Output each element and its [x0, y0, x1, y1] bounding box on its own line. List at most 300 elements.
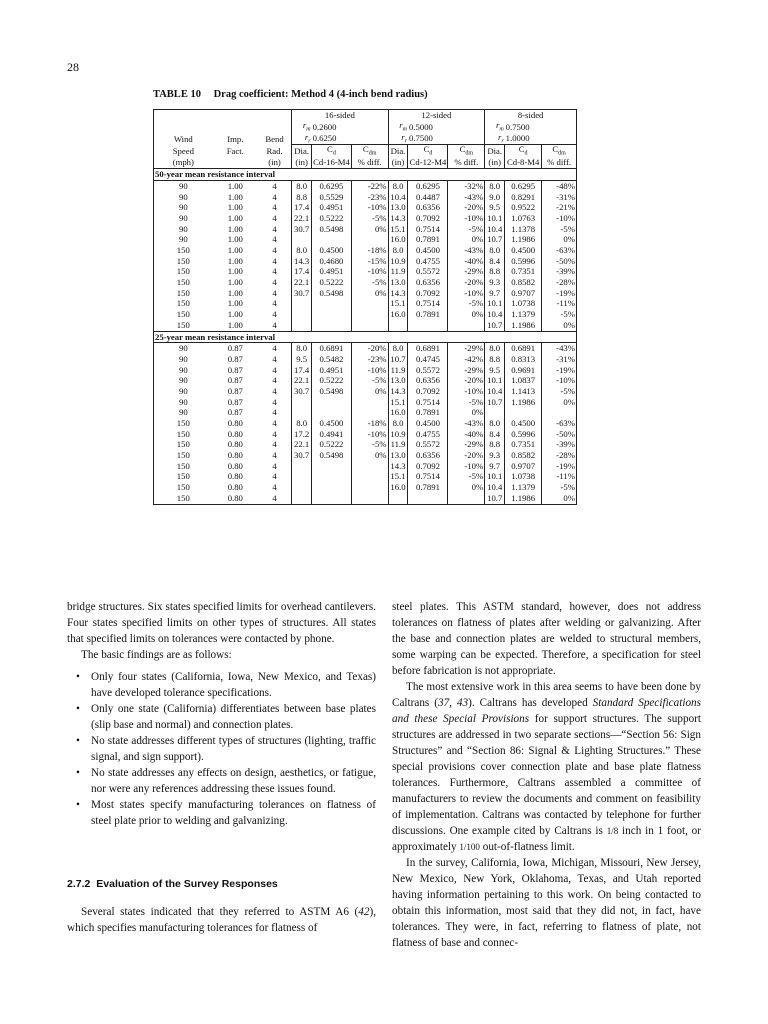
- table-cell: 0.4745: [408, 354, 448, 365]
- table-cell: 13.0: [388, 450, 408, 461]
- section-number: 2.7.2: [67, 878, 91, 890]
- table-cell: 8.8: [292, 192, 312, 203]
- table-cell: 0.4755: [408, 429, 448, 440]
- table-cell: -5%: [448, 298, 485, 309]
- table-cell: 4: [272, 245, 277, 255]
- table-row: [154, 375, 577, 386]
- right-paragraph-1: steel plates. This ASTM standard, however, does not address tolerances on flatness of plates after welding or galvanizing. After the base and connection plates are welded to structural members, some warping can be expected. Therefore, a specification for steel before fabrication is not appropriate.: [392, 601, 701, 677]
- table-cell: [351, 482, 388, 493]
- rr-value-12: 0.7500: [408, 133, 433, 144]
- table-cell: -5%: [448, 471, 485, 482]
- table-cell: 0.5572: [408, 365, 448, 376]
- table-cell: [292, 309, 312, 320]
- table-cell: 8.0: [485, 418, 505, 429]
- table-row: [154, 365, 577, 376]
- fact-header: Fact.: [226, 145, 244, 156]
- table-cell: [351, 309, 388, 320]
- findings-list: [67, 669, 376, 829]
- rm-label-16: $r_m$: [302, 120, 311, 133]
- speed-header: Speed: [154, 145, 213, 157]
- table-cell: -29%: [448, 439, 485, 450]
- table-cell: 9.5: [485, 365, 505, 376]
- table-cell: -20%: [448, 450, 485, 461]
- bend-header: Bend: [265, 133, 284, 144]
- table-cell: 1.0738: [505, 298, 542, 309]
- table-cell: 16.0: [388, 309, 408, 320]
- table-cell: -20%: [351, 343, 388, 354]
- table-cell: -5%: [448, 224, 485, 235]
- table-cell: 4: [272, 277, 277, 288]
- table-cell: 14.3: [388, 386, 408, 397]
- table-cell: 22.1: [292, 439, 312, 450]
- table-cell: -19%: [542, 461, 577, 472]
- table-cell: -15%: [351, 256, 388, 267]
- table-cell: 4: [272, 266, 277, 277]
- left-text-column: [67, 599, 376, 936]
- table-cell: 17.4: [292, 202, 312, 213]
- table-cell: [312, 397, 352, 408]
- table-row: [154, 418, 577, 429]
- table-cell: -5%: [542, 482, 577, 493]
- table-cell: 0.4500: [408, 418, 448, 429]
- table-cell: 150: [154, 277, 213, 288]
- table-cell: 0.80: [227, 471, 243, 482]
- rr-label-16: $r_r$: [304, 131, 311, 145]
- table-row: [154, 213, 577, 224]
- table-cell: 150: [154, 245, 213, 256]
- cdm-header-16: $C_{dm}$: [351, 145, 388, 157]
- table-cell: 16.0: [388, 407, 408, 418]
- table-cell: 1.0738: [505, 471, 542, 482]
- table-cell: -48%: [542, 180, 577, 191]
- table-cell: [312, 309, 352, 320]
- table-cell: 0%: [351, 450, 388, 461]
- table-cell: 9.5: [485, 202, 505, 213]
- table-cell: -32%: [448, 180, 485, 191]
- table-cell: 0.7514: [408, 224, 448, 235]
- table-cell: 8.0: [292, 343, 312, 354]
- table-cell: 0.5498: [312, 224, 352, 235]
- table-cell: 150: [154, 482, 213, 493]
- pct-diff-16: % diff.: [351, 157, 388, 169]
- table-cell: -20%: [448, 277, 485, 288]
- table-cell: 4: [272, 298, 277, 309]
- group-header-8: 8-sided: [485, 110, 577, 122]
- table-cell: -50%: [542, 256, 577, 267]
- table-cell: 0.87: [227, 353, 243, 364]
- table-cell: 1.1986: [505, 493, 542, 504]
- table-row: [154, 354, 577, 365]
- table-cell: 0.8291: [505, 192, 542, 203]
- table-cell: -10%: [542, 213, 577, 224]
- table-cell: -5%: [351, 375, 388, 386]
- table-cell: 0.5498: [312, 288, 352, 299]
- table-cell: 10.7: [485, 320, 505, 331]
- table-cell: [351, 407, 388, 418]
- table-cell: [292, 493, 312, 504]
- table-cell: [485, 407, 505, 418]
- table-cell: 90: [154, 354, 213, 365]
- table-cell: 0.7092: [408, 386, 448, 397]
- table-cell: 0%: [448, 482, 485, 493]
- table-cell: -10%: [542, 375, 577, 386]
- table-cell: [448, 493, 485, 504]
- table-cell: 150: [154, 493, 213, 504]
- table-cell: 0%: [448, 234, 485, 245]
- table-cell: 0%: [351, 224, 388, 235]
- table-cell: 9.7: [485, 461, 505, 472]
- table-cell: 0.80: [213, 493, 258, 504]
- table-cell: 0.8582: [505, 277, 542, 288]
- list-item: • No state addresses different types of structures (lighting, traffic signal, and sign support).: [76, 735, 376, 763]
- table-cell: 11.9: [388, 365, 408, 376]
- table-cell: -20%: [448, 202, 485, 213]
- rr-label-12: $r_r$: [401, 131, 407, 145]
- table-cell: 15.1: [388, 224, 408, 235]
- table-cell: 0%: [542, 493, 577, 504]
- table-cell: 4: [272, 353, 277, 364]
- table-cell: 8.8: [485, 439, 505, 450]
- table-cell: 1.1986: [505, 234, 542, 245]
- table-cell: 150: [154, 418, 213, 429]
- table-cell: -18%: [351, 245, 388, 256]
- table-cell: -29%: [448, 365, 485, 376]
- table-caption: Drag coefficient: Method 4 (4-inch bend radius): [213, 89, 428, 100]
- table-cell: 0%: [448, 309, 485, 320]
- table-cell: [351, 461, 388, 472]
- left-paragraph-2: The basic findings are as follows:: [81, 649, 232, 661]
- table-cell: 0.9707: [505, 461, 542, 472]
- table-cell: 10.4: [485, 386, 505, 397]
- table-cell: 8.0: [388, 418, 408, 429]
- table-cell: -31%: [542, 192, 577, 203]
- rm-value-8: 0.7500: [505, 121, 577, 133]
- table-cell: [292, 234, 312, 245]
- table-cell: 0.5498: [312, 450, 352, 461]
- table-cell: -43%: [542, 343, 577, 354]
- rm-value-16: 0.2600: [312, 121, 337, 132]
- table-cell: 0%: [542, 320, 577, 331]
- table-cell: 4: [272, 212, 277, 223]
- table-cell: 0.87: [227, 375, 243, 386]
- table-cell: 9.3: [485, 450, 505, 461]
- table-cell: 0.5222: [312, 375, 352, 386]
- table-cell: 0.9707: [505, 288, 542, 299]
- table-cell: 90: [154, 234, 213, 245]
- table-cell: 0.7092: [408, 461, 448, 472]
- table-cell: 90: [154, 343, 213, 354]
- bullet-icon: •: [76, 671, 80, 683]
- table-cell: 1.1379: [505, 482, 542, 493]
- table-cell: 10.7: [485, 234, 505, 245]
- bullet-icon: •: [76, 799, 80, 811]
- table-cell: -5%: [542, 386, 577, 397]
- table-cell: 1.00: [227, 202, 243, 213]
- table-cell: 1.1986: [505, 397, 542, 408]
- table-cell: 4: [272, 191, 277, 202]
- table-cell: 4: [272, 180, 277, 191]
- mph-header: (mph): [154, 157, 213, 169]
- table-cell: 0.5572: [408, 439, 448, 450]
- table-cell: 1.1378: [505, 224, 542, 235]
- table-cell: 8.0: [485, 180, 505, 191]
- table-row: [154, 386, 577, 397]
- table-cell: 1.00: [227, 245, 243, 255]
- table-cell: -40%: [448, 256, 485, 267]
- table-cell: 4: [272, 407, 277, 418]
- table-cell: -39%: [542, 266, 577, 277]
- table-cell: 90: [154, 375, 213, 386]
- table-row: [154, 245, 577, 256]
- table-cell: 15.1: [388, 471, 408, 482]
- table-cell: 1.00: [227, 298, 243, 309]
- table-cell: 8.0: [292, 418, 312, 429]
- table-cell: 10.1: [485, 298, 505, 309]
- cd-header-8: $C_d$: [505, 145, 542, 157]
- table-cell: 4: [272, 428, 277, 439]
- table-cell: 90: [154, 397, 213, 408]
- table-cell: 8.0: [388, 343, 408, 354]
- list-item: • Only four states (California, Iowa, New Mexico, and Texas) have developed tolerance specifications.: [76, 671, 376, 699]
- drag-coefficient-table: [153, 109, 577, 505]
- section-title-row: 50-year mean resistance interval: [154, 169, 577, 181]
- table-cell: 150: [154, 309, 213, 320]
- table-cell: 0.4500: [312, 245, 352, 256]
- right-paragraph-2: The most extensive work in this area seems to have been done by Caltrans (37, 43). Caltrans has developed Standard Specifications and these Special Provisions for support structures. The support structures are addressed in two separate sections—“Section 56: Sign Structures” and “Section 86: Signal & Lighting Structures.” These special provisions cover connection plate and base plate flatness tolerances. Furthermore, Caltrans assembled a committee of manufacturers to review the documents and comment on feasibility of implementation. Caltrans was contacted by telephone for further discussions. One example cited by Caltrans is 1/8 inch in 1 foot, or approximately 1/100 out-of-flatness limit.: [392, 681, 702, 853]
- group-header-12: 12-sided: [388, 110, 485, 122]
- table-cell: 9.3: [485, 277, 505, 288]
- table-cell: [351, 397, 388, 408]
- pct-diff-12: % diff.: [448, 157, 485, 169]
- table-cell: 0.7514: [408, 298, 448, 309]
- table-cell: 150: [154, 429, 213, 440]
- table-cell: [312, 407, 352, 418]
- table-row: [154, 224, 577, 235]
- rr-value-16: 0.6250: [312, 133, 337, 144]
- table-cell: -19%: [542, 288, 577, 299]
- table-cell: 0.80: [227, 460, 243, 471]
- table-cell: [351, 320, 388, 331]
- table-cell: [351, 471, 388, 482]
- section-title: Evaluation of the Survey Responses: [96, 878, 278, 890]
- table-cell: 4: [272, 375, 277, 386]
- bullet-icon: •: [76, 703, 80, 715]
- table-cell: 90: [154, 213, 213, 224]
- table-cell: 10.7: [485, 493, 505, 504]
- table-cell: 150: [154, 288, 213, 299]
- right-text-column: [392, 599, 701, 951]
- table-cell: 11.9: [388, 266, 408, 277]
- section-title-row: 25-year mean resistance interval: [154, 331, 577, 343]
- table-cell: -63%: [542, 245, 577, 256]
- table-row: [154, 407, 577, 418]
- table-cell: 1.1986: [505, 320, 542, 331]
- rr-label-8: $r_r$: [497, 131, 504, 145]
- table-cell: 10.7: [388, 354, 408, 365]
- table-cell: 0.4487: [408, 192, 448, 203]
- table-cell: 0.4951: [312, 365, 352, 376]
- table-row: [154, 298, 577, 309]
- table-cell: 0.7351: [505, 439, 542, 450]
- table-cell: 30.7: [292, 386, 312, 397]
- table-cell: 90: [154, 192, 213, 203]
- table-cell: 13.0: [388, 202, 408, 213]
- table-cell: 10.4: [485, 309, 505, 320]
- table-cell: 0.7514: [408, 471, 448, 482]
- table-cell: 150: [154, 256, 213, 267]
- dia-header-16: Dia.: [292, 145, 312, 157]
- rm-label-12: $r_m$: [399, 120, 407, 133]
- citation-ref: 37, 43: [437, 697, 469, 709]
- table-cell: -10%: [351, 202, 388, 213]
- table-cell: 0.6891: [312, 343, 352, 354]
- table-cell: [505, 407, 542, 418]
- table-cell: -31%: [542, 354, 577, 365]
- table-cell: -43%: [448, 418, 485, 429]
- table-cell: [312, 234, 352, 245]
- table-cell: 150: [154, 320, 213, 331]
- table-cell: [292, 397, 312, 408]
- table-row: [154, 493, 577, 504]
- table-cell: 8.8: [485, 266, 505, 277]
- fraction-hundredth: 1/100: [459, 842, 480, 852]
- table-cell: 14.3: [388, 213, 408, 224]
- table-cell: 150: [154, 298, 213, 309]
- page-number: 28: [67, 60, 79, 74]
- bullet-icon: •: [76, 735, 80, 747]
- table-cell: 14.3: [388, 288, 408, 299]
- table-cell: 4: [272, 287, 277, 298]
- table-row: [154, 256, 577, 267]
- table-cell: 1.0837: [505, 375, 542, 386]
- table-cell: 11.9: [388, 439, 408, 450]
- table-cell: [388, 493, 408, 504]
- table-cell: 30.7: [292, 288, 312, 299]
- cd-header-16: $C_d$: [312, 145, 352, 157]
- table-cell: 4: [272, 439, 277, 450]
- table-cell: 0%: [351, 288, 388, 299]
- table-cell: 8.0: [485, 343, 505, 354]
- table-cell: 0.4500: [505, 245, 542, 256]
- table-row: [154, 277, 577, 288]
- cd-header-12: $C_d$: [408, 145, 448, 157]
- table-cell: 0.6356: [408, 277, 448, 288]
- list-item: • Most states specify manufacturing tolerances on flatness of steel plate prior to welding and galvanizing.: [76, 799, 376, 827]
- table-cell: [312, 320, 352, 331]
- table-cell: 0.6295: [505, 180, 542, 191]
- table-row: [154, 482, 577, 493]
- table-cell: 13.0: [388, 375, 408, 386]
- table-cell: -10%: [448, 461, 485, 472]
- table-row: [154, 234, 577, 245]
- table-cell: 10.9: [388, 429, 408, 440]
- table-cell: 0.87: [227, 343, 243, 354]
- table-cell: [351, 298, 388, 309]
- list-item: • Only one state (California) differentiates between base plates (slip base and normal) and connection plates.: [76, 703, 376, 731]
- table-cell: 0.6356: [408, 202, 448, 213]
- table-cell: [312, 471, 352, 482]
- table-cell: 0.4951: [312, 202, 352, 213]
- table-cell: 8.4: [485, 256, 505, 267]
- rr-value-8: 1.0000: [505, 133, 577, 145]
- table-cell: 17.2: [292, 429, 312, 440]
- table-cell: 8.0: [292, 180, 312, 191]
- rm-label-8: $r_m$: [495, 120, 504, 133]
- table-cell: -42%: [448, 354, 485, 365]
- table-cell: 1.00: [227, 180, 243, 191]
- cdm-header-8: $C_{dm}$: [542, 145, 577, 157]
- table-cell: 10.4: [485, 224, 505, 235]
- table-cell: 4: [272, 234, 277, 245]
- table-cell: 0%: [448, 407, 485, 418]
- table-cell: 1.00: [227, 212, 243, 223]
- table-cell: -5%: [448, 397, 485, 408]
- table-cell: 0.87: [227, 385, 243, 396]
- table-cell: 1.00: [227, 309, 243, 320]
- table-cell: -11%: [542, 298, 577, 309]
- table-cell: [388, 320, 408, 331]
- table-cell: 0.7092: [408, 288, 448, 299]
- table-cell: 90: [154, 407, 213, 418]
- dia-unit-12: (in): [388, 157, 408, 169]
- table-row: [154, 471, 577, 482]
- table-cell: 4: [272, 223, 277, 234]
- table-cell: -20%: [448, 375, 485, 386]
- table-row: [154, 397, 577, 408]
- table-cell: -63%: [542, 418, 577, 429]
- table-row: [154, 429, 577, 440]
- table-cell: 4: [272, 309, 277, 320]
- table-cell: 1.1413: [505, 386, 542, 397]
- table-cell: [408, 493, 448, 504]
- table-cell: 0.5529: [312, 192, 352, 203]
- table-cell: -5%: [542, 224, 577, 235]
- left-paragraph-3: Several states indicated that they referred to ASTM A6 (42), which specifies manufacturing tolerances for flatness of: [67, 906, 376, 934]
- table-cell: [292, 471, 312, 482]
- table-cell: 10.1: [485, 375, 505, 386]
- table-row: [154, 202, 577, 213]
- dia-header-12: Dia.: [388, 145, 408, 157]
- table-cell: 150: [154, 450, 213, 461]
- section-heading: [67, 876, 376, 892]
- table-cell: 0.80: [227, 450, 243, 461]
- table-cell: 90: [154, 224, 213, 235]
- table-cell: -5%: [351, 213, 388, 224]
- table-cell: 0.4680: [312, 256, 352, 267]
- rm-value-12: 0.5000: [408, 121, 433, 132]
- table-cell: 150: [154, 461, 213, 472]
- table-row: [154, 288, 577, 299]
- table-cell: -50%: [542, 429, 577, 440]
- table-cell: -5%: [542, 309, 577, 320]
- table-cell: 9.7: [485, 288, 505, 299]
- table-row: [154, 461, 577, 472]
- table-cell: 9.5: [292, 354, 312, 365]
- table-cell: 4: [258, 493, 292, 504]
- table-cell: 10.4: [388, 192, 408, 203]
- table-cell: -40%: [448, 429, 485, 440]
- table-cell: 0.5482: [312, 354, 352, 365]
- table-cell: [292, 407, 312, 418]
- table-cell: 4: [272, 255, 277, 266]
- bullet-icon: •: [76, 767, 80, 779]
- table-cell: -43%: [448, 245, 485, 256]
- wind-header: Wind: [154, 133, 213, 145]
- table-cell: [408, 320, 448, 331]
- table-cell: 4: [272, 343, 277, 354]
- table-cell: 30.7: [292, 450, 312, 461]
- dia-header-8: Dia.: [485, 145, 505, 157]
